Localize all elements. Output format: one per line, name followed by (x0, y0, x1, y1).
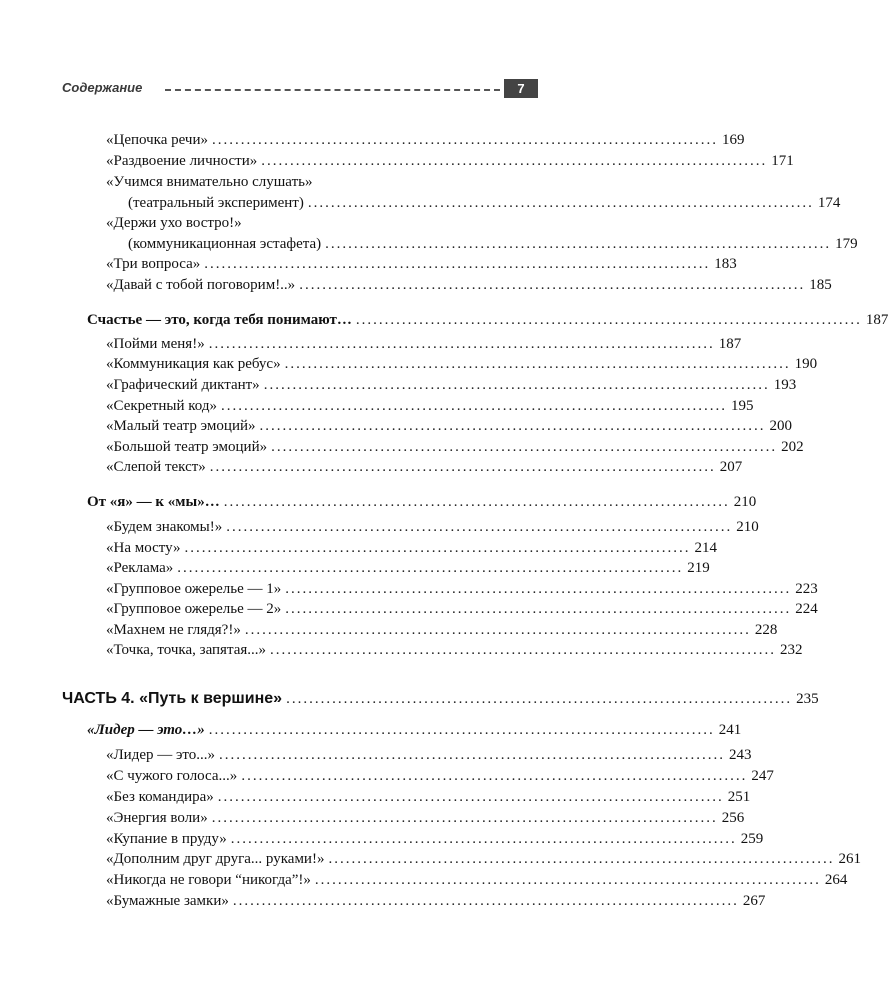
toc-leader-dots: ........................................................................................ (328, 851, 835, 867)
toc-entry-label: «Секретный код» (106, 398, 217, 414)
toc-entry-label: «Энергия воли» (106, 810, 208, 826)
toc-leader-dots: ........................................................................................ (314, 872, 821, 888)
toc-entry (106, 829, 764, 849)
toc-entry (106, 354, 818, 374)
toc-leader-dots: ........................................................................................ (208, 336, 715, 352)
toc-section-page: 210 (733, 494, 757, 510)
toc-entry-page: 247 (751, 768, 774, 784)
page-number-badge: 7 (504, 79, 538, 98)
toc-entry-label: «Давай с тобой поговорим!..» (106, 277, 296, 293)
toc-entry-label: «Никогда не говори “никогда”!» (106, 872, 311, 888)
toc-leader-dots: ........................................................................................ (263, 377, 770, 393)
toc-entry-label: «Бумажные замки» (106, 893, 229, 909)
toc-leader-dots: ........................................................................................ (217, 789, 724, 805)
toc-leader-dots: ........................................................................................ (208, 722, 715, 738)
toc-entry-label: «Коммуникация как ребус» (106, 356, 281, 372)
toc-entry-page: 193 (773, 377, 797, 393)
toc-entry-label: «На мосту» (106, 540, 181, 556)
toc-entry-label: «Слепой текст» (106, 459, 206, 475)
toc-entry-page: 202 (781, 439, 804, 455)
toc-leader-dots: ........................................................................................ (211, 810, 718, 826)
toc-entry (106, 334, 742, 354)
toc-entry (106, 808, 745, 828)
page-header (62, 79, 538, 99)
toc-leader-dots: ........................................................................................ (241, 768, 748, 784)
toc-entry-label: «Дополним друг друга... руками!» (106, 851, 325, 867)
toc-leader-dots: ........................................................................................ (270, 642, 776, 658)
toc-leader-dots: ........................................................................................ (355, 312, 862, 328)
toc-entry (106, 579, 818, 599)
toc-entry-label: «Пойми меня!» (106, 336, 205, 352)
toc-entry-page: 195 (730, 398, 754, 414)
toc-entry-label: «Цепочка речи» (106, 132, 208, 148)
toc-entry (128, 234, 858, 254)
toc-leader-dots: ........................................................................................ (244, 622, 751, 638)
toc-entry (106, 151, 794, 171)
toc-leader-dots: ........................................................................................ (226, 519, 733, 535)
toc-entry-page: 185 (809, 277, 832, 293)
toc-section (87, 492, 757, 512)
toc-entry (106, 375, 797, 395)
toc-leader-dots: ........................................................................................ (184, 540, 691, 556)
toc-entry-page: 223 (795, 581, 818, 597)
toc-entry-page: 169 (722, 132, 745, 148)
toc-entry-label: «Точка, точка, запятая...» (106, 642, 266, 658)
toc-entry (106, 254, 737, 274)
toc-entry-label: «С чужого голоса...» (106, 768, 238, 784)
toc-leader-dots: ........................................................................................ (230, 831, 737, 847)
toc-entry-page: 251 (727, 789, 751, 805)
toc-entry (106, 745, 752, 765)
toc-leader-dots: ........................................................................................ (299, 277, 806, 293)
toc-leader-dots: ........................................................................................ (285, 581, 792, 597)
toc-entry-page: 259 (740, 831, 764, 847)
toc-entry (106, 849, 861, 869)
toc-entry (106, 558, 710, 578)
toc-entry-label: «Махнем не глядя?!» (106, 622, 241, 638)
toc-entry-page: 243 (729, 747, 752, 763)
toc-entry (106, 620, 778, 640)
toc-entry-page: 261 (838, 851, 861, 867)
toc-entry-page: 187 (718, 336, 742, 352)
running-title: Содержание (62, 80, 143, 95)
header-dashed-rule (165, 89, 500, 91)
toc-entry-page: 200 (769, 418, 793, 434)
toc-entry-page: 190 (794, 356, 818, 372)
toc-entry-label: (театральный эксперимент) (128, 195, 304, 211)
toc-section-page: 187 (865, 312, 888, 328)
toc-leader-dots: ........................................................................................ (204, 256, 711, 272)
toc-entry-page: 224 (795, 601, 818, 617)
toc-leader-dots: ........................................................................................ (212, 132, 718, 148)
toc-entry-label: «Групповое ожерелье — 2» (106, 601, 282, 617)
toc-entry-page: 232 (780, 642, 803, 658)
toc-leader-dots: ........................................................................................ (232, 893, 739, 909)
toc-entry-label: «Три вопроса» (106, 256, 201, 272)
toc-entry (106, 437, 804, 457)
toc-leader-dots: ........................................................................................ (307, 195, 814, 211)
toc-entry (106, 599, 818, 619)
toc-leader-dots: ........................................................................................ (220, 398, 727, 414)
toc-entry-label: «Купание в пруду» (106, 831, 227, 847)
toc-leader-dots: ........................................................................................ (285, 601, 792, 617)
toc-entry (106, 787, 751, 807)
toc-entry-label: (коммуникационная эстафета) (128, 236, 322, 252)
toc-entry-page: 210 (736, 519, 759, 535)
toc-leader-dots: ........................................................................................ (209, 459, 716, 475)
toc-section-label: «Лидер — это…» (87, 722, 205, 738)
toc-leader-dots: ........................................................................................ (271, 439, 778, 455)
toc-entry-label: «Учимся внимательно слушать» (106, 174, 313, 190)
toc-entry-label: «Большой театр эмоций» (106, 439, 268, 455)
toc-entry-page: 174 (817, 195, 841, 211)
toc-entry-page: 214 (694, 540, 717, 556)
toc-entry-label: «Малый театр эмоций» (106, 418, 256, 434)
toc-section (87, 310, 888, 330)
toc-entry (106, 640, 803, 660)
toc-entry-page: 207 (719, 459, 743, 475)
toc-leader-dots: ........................................................................................ (259, 418, 766, 434)
toc-section-label: От «я» — к «мы»… (87, 494, 220, 510)
toc-entry (106, 416, 793, 436)
toc-entry (106, 766, 774, 786)
toc-entry (106, 870, 848, 890)
toc-entry-page: 264 (824, 872, 848, 888)
toc-entry (106, 517, 759, 537)
toc-entry (106, 538, 717, 558)
toc-leader-dots: ........................................................................................ (177, 560, 684, 576)
toc-part-heading (62, 689, 819, 709)
toc-entry (106, 891, 766, 911)
toc-entry (128, 193, 841, 213)
toc-part-label: ЧАСТЬ 4. «Путь к вершине» (62, 690, 283, 707)
toc-entry-label: «Графический диктант» (106, 377, 260, 393)
toc-section-label: Счастье — это, когда тебя понимают… (87, 312, 352, 328)
toc-entry (106, 396, 754, 416)
toc-section (87, 720, 742, 740)
toc-entry-label: «Без командира» (106, 789, 214, 805)
toc-entry-page: 267 (742, 893, 766, 909)
toc-entry-page: 256 (721, 810, 745, 826)
toc-leader-dots: ........................................................................................ (261, 153, 768, 169)
toc-leader-dots: ........................................................................................ (223, 494, 730, 510)
toc-entry (106, 275, 832, 295)
toc-entry (106, 130, 745, 150)
toc-entry-page: 171 (771, 153, 794, 169)
toc-entry-page: 228 (754, 622, 778, 638)
toc-part-page: 235 (796, 691, 819, 707)
toc-leader-dots: ........................................................................................ (286, 691, 793, 707)
toc-entry-label: «Будем знакомы!» (106, 519, 223, 535)
toc-entry-label: «Лидер — это...» (106, 747, 216, 763)
toc-entry (106, 457, 743, 477)
toc-entry-page: 183 (714, 256, 737, 272)
toc-entry-label: «Раздвоение личности» (106, 153, 258, 169)
toc-entry-page: 179 (835, 236, 858, 252)
toc-entry-label: «Групповое ожерелье — 1» (106, 581, 282, 597)
toc-entry-page: 219 (687, 560, 710, 576)
toc-leader-dots: ........................................................................................ (325, 236, 832, 252)
toc-entry-label: «Держи ухо востро!» (106, 215, 242, 231)
toc-entry-label: «Реклама» (106, 560, 174, 576)
toc-section-page: 241 (718, 722, 742, 738)
toc-leader-dots: ........................................................................................ (219, 747, 726, 763)
toc-leader-dots: ........................................................................................ (284, 356, 791, 372)
